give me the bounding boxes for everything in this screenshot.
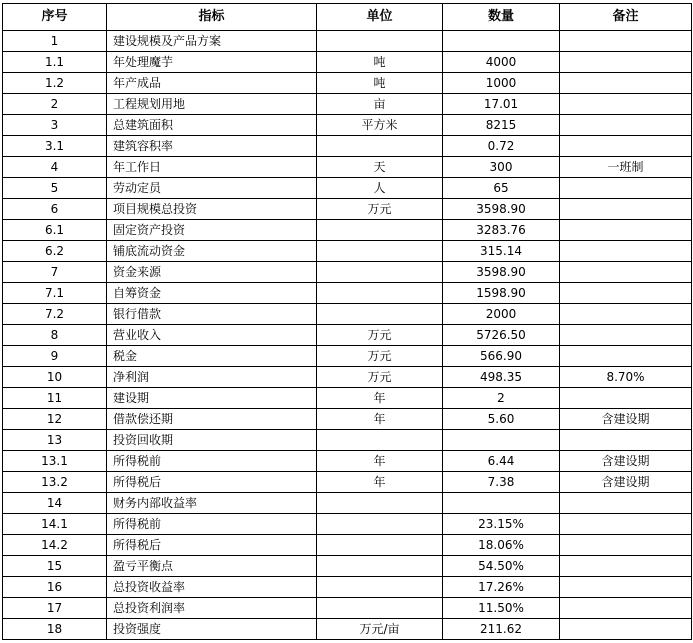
cell-seq: 7.1 (3, 283, 107, 304)
cell-quantity (443, 430, 560, 451)
cell-seq: 11 (3, 388, 107, 409)
cell-remark: 含建设期 (560, 451, 692, 472)
cell-remark (560, 493, 692, 514)
cell-indicator: 工程规划用地 (107, 94, 317, 115)
table-row (3, 262, 692, 283)
cell-seq: 6.1 (3, 220, 107, 241)
cell-seq: 5 (3, 178, 107, 199)
cell-seq: 18 (3, 619, 107, 640)
cell-seq: 6.2 (3, 241, 107, 262)
cell-unit (317, 31, 443, 52)
cell-quantity: 498.35 (443, 367, 560, 388)
cell-indicator: 净利润 (107, 367, 317, 388)
cell-remark (560, 199, 692, 220)
cell-seq: 2 (3, 94, 107, 115)
table-row (3, 199, 692, 220)
cell-indicator: 总建筑面积 (107, 115, 317, 136)
cell-unit: 年 (317, 451, 443, 472)
cell-indicator: 所得税前 (107, 514, 317, 535)
table-row (3, 220, 692, 241)
cell-indicator: 投资强度 (107, 619, 317, 640)
cell-remark (560, 430, 692, 451)
cell-unit: 年 (317, 388, 443, 409)
cell-unit: 万元 (317, 325, 443, 346)
cell-quantity: 2 (443, 388, 560, 409)
cell-remark (560, 388, 692, 409)
cell-quantity: 0.72 (443, 136, 560, 157)
table-row (3, 556, 692, 577)
cell-unit: 万元 (317, 199, 443, 220)
cell-remark (560, 94, 692, 115)
cell-indicator: 劳动定员 (107, 178, 317, 199)
cell-unit: 万元 (317, 346, 443, 367)
cell-unit (317, 304, 443, 325)
cell-indicator: 财务内部收益率 (107, 493, 317, 514)
cell-seq: 3.1 (3, 136, 107, 157)
cell-quantity: 5.60 (443, 409, 560, 430)
cell-unit (317, 535, 443, 556)
cell-unit (317, 514, 443, 535)
cell-quantity: 2000 (443, 304, 560, 325)
cell-unit: 平方米 (317, 115, 443, 136)
cell-quantity: 4000 (443, 52, 560, 73)
table-body (3, 31, 692, 640)
table-row (3, 304, 692, 325)
cell-quantity: 315.14 (443, 241, 560, 262)
cell-remark (560, 115, 692, 136)
cell-quantity: 8215 (443, 115, 560, 136)
cell-indicator: 自筹资金 (107, 283, 317, 304)
cell-quantity: 6.44 (443, 451, 560, 472)
cell-quantity (443, 493, 560, 514)
cell-quantity: 17.26% (443, 577, 560, 598)
cell-remark (560, 73, 692, 94)
cell-indicator: 投资回收期 (107, 430, 317, 451)
cell-seq: 7 (3, 262, 107, 283)
table-row (3, 451, 692, 472)
cell-indicator: 资金来源 (107, 262, 317, 283)
table-row (3, 346, 692, 367)
cell-quantity: 7.38 (443, 472, 560, 493)
cell-seq: 8 (3, 325, 107, 346)
cell-unit: 天 (317, 157, 443, 178)
cell-seq: 16 (3, 577, 107, 598)
cell-indicator: 年处理魔芋 (107, 52, 317, 73)
cell-indicator: 总投资利润率 (107, 598, 317, 619)
cell-quantity: 65 (443, 178, 560, 199)
cell-indicator: 银行借款 (107, 304, 317, 325)
cell-seq: 13.2 (3, 472, 107, 493)
header-quantity: 数量 (443, 4, 560, 31)
cell-unit (317, 241, 443, 262)
cell-remark (560, 598, 692, 619)
cell-seq: 14.2 (3, 535, 107, 556)
table-row (3, 73, 692, 94)
cell-indicator: 年产成品 (107, 73, 317, 94)
cell-seq: 3 (3, 115, 107, 136)
cell-remark (560, 556, 692, 577)
cell-quantity: 3283.76 (443, 220, 560, 241)
table-row (3, 409, 692, 430)
header-indicator: 指标 (107, 4, 317, 31)
cell-indicator: 所得税后 (107, 535, 317, 556)
cell-remark (560, 31, 692, 52)
cell-unit (317, 598, 443, 619)
cell-unit (317, 577, 443, 598)
cell-indicator: 借款偿还期 (107, 409, 317, 430)
cell-indicator: 建筑容积率 (107, 136, 317, 157)
header-remark: 备注 (560, 4, 692, 31)
table-row (3, 388, 692, 409)
cell-remark (560, 577, 692, 598)
cell-remark: 8.70% (560, 367, 692, 388)
cell-remark (560, 283, 692, 304)
cell-remark (560, 178, 692, 199)
cell-unit (317, 556, 443, 577)
header-seq: 序号 (3, 4, 107, 31)
table-row (3, 283, 692, 304)
cell-remark: 含建设期 (560, 472, 692, 493)
cell-quantity: 3598.90 (443, 262, 560, 283)
cell-remark (560, 325, 692, 346)
cell-remark: 一班制 (560, 157, 692, 178)
cell-quantity: 300 (443, 157, 560, 178)
cell-quantity: 23.15% (443, 514, 560, 535)
cell-remark (560, 346, 692, 367)
table-row (3, 52, 692, 73)
table-row (3, 31, 692, 52)
cell-indicator: 所得税前 (107, 451, 317, 472)
cell-unit (317, 430, 443, 451)
cell-unit (317, 262, 443, 283)
cell-remark (560, 304, 692, 325)
cell-indicator: 固定资产投资 (107, 220, 317, 241)
cell-seq: 14.1 (3, 514, 107, 535)
table-row (3, 430, 692, 451)
cell-remark (560, 619, 692, 640)
table-row (3, 472, 692, 493)
header-unit: 单位 (317, 4, 443, 31)
indicator-table (2, 3, 692, 640)
cell-unit: 万元/亩 (317, 619, 443, 640)
cell-indicator: 建设规模及产品方案 (107, 31, 317, 52)
cell-seq: 1.2 (3, 73, 107, 94)
table-row (3, 514, 692, 535)
table-row (3, 115, 692, 136)
table-row (3, 136, 692, 157)
cell-seq: 1.1 (3, 52, 107, 73)
table-row (3, 367, 692, 388)
cell-quantity: 17.01 (443, 94, 560, 115)
cell-unit (317, 136, 443, 157)
cell-seq: 14 (3, 493, 107, 514)
table-row (3, 493, 692, 514)
cell-indicator: 盈亏平衡点 (107, 556, 317, 577)
cell-quantity: 3598.90 (443, 199, 560, 220)
cell-remark (560, 241, 692, 262)
cell-unit: 吨 (317, 73, 443, 94)
table-row (3, 577, 692, 598)
table-row (3, 178, 692, 199)
cell-seq: 4 (3, 157, 107, 178)
cell-remark (560, 535, 692, 556)
cell-seq: 15 (3, 556, 107, 577)
cell-remark: 含建设期 (560, 409, 692, 430)
cell-remark (560, 220, 692, 241)
cell-seq: 13.1 (3, 451, 107, 472)
cell-unit (317, 493, 443, 514)
cell-indicator: 所得税后 (107, 472, 317, 493)
cell-remark (560, 52, 692, 73)
cell-seq: 17 (3, 598, 107, 619)
cell-indicator: 总投资收益率 (107, 577, 317, 598)
table-row (3, 619, 692, 640)
cell-unit: 吨 (317, 52, 443, 73)
cell-remark (560, 262, 692, 283)
indicator-table-container (2, 3, 692, 640)
cell-indicator: 建设期 (107, 388, 317, 409)
cell-quantity: 211.62 (443, 619, 560, 640)
cell-seq: 7.2 (3, 304, 107, 325)
cell-quantity: 54.50% (443, 556, 560, 577)
table-row (3, 157, 692, 178)
cell-unit: 万元 (317, 367, 443, 388)
cell-quantity: 5726.50 (443, 325, 560, 346)
table-row (3, 598, 692, 619)
cell-quantity: 1000 (443, 73, 560, 94)
cell-quantity: 11.50% (443, 598, 560, 619)
cell-seq: 13 (3, 430, 107, 451)
cell-quantity: 1598.90 (443, 283, 560, 304)
cell-unit: 年 (317, 409, 443, 430)
table-row (3, 325, 692, 346)
cell-unit: 人 (317, 178, 443, 199)
cell-quantity: 566.90 (443, 346, 560, 367)
cell-seq: 12 (3, 409, 107, 430)
cell-seq: 6 (3, 199, 107, 220)
table-row (3, 241, 692, 262)
cell-unit: 年 (317, 472, 443, 493)
cell-seq: 9 (3, 346, 107, 367)
cell-indicator: 铺底流动资金 (107, 241, 317, 262)
cell-seq: 1 (3, 31, 107, 52)
cell-quantity (443, 31, 560, 52)
cell-unit (317, 283, 443, 304)
table-header-row (3, 4, 692, 31)
cell-remark (560, 136, 692, 157)
cell-indicator: 税金 (107, 346, 317, 367)
cell-quantity: 18.06% (443, 535, 560, 556)
table-row (3, 535, 692, 556)
cell-seq: 10 (3, 367, 107, 388)
table-row (3, 94, 692, 115)
cell-unit: 亩 (317, 94, 443, 115)
cell-remark (560, 514, 692, 535)
cell-indicator: 年工作日 (107, 157, 317, 178)
cell-unit (317, 220, 443, 241)
cell-indicator: 营业收入 (107, 325, 317, 346)
cell-indicator: 项目规模总投资 (107, 199, 317, 220)
